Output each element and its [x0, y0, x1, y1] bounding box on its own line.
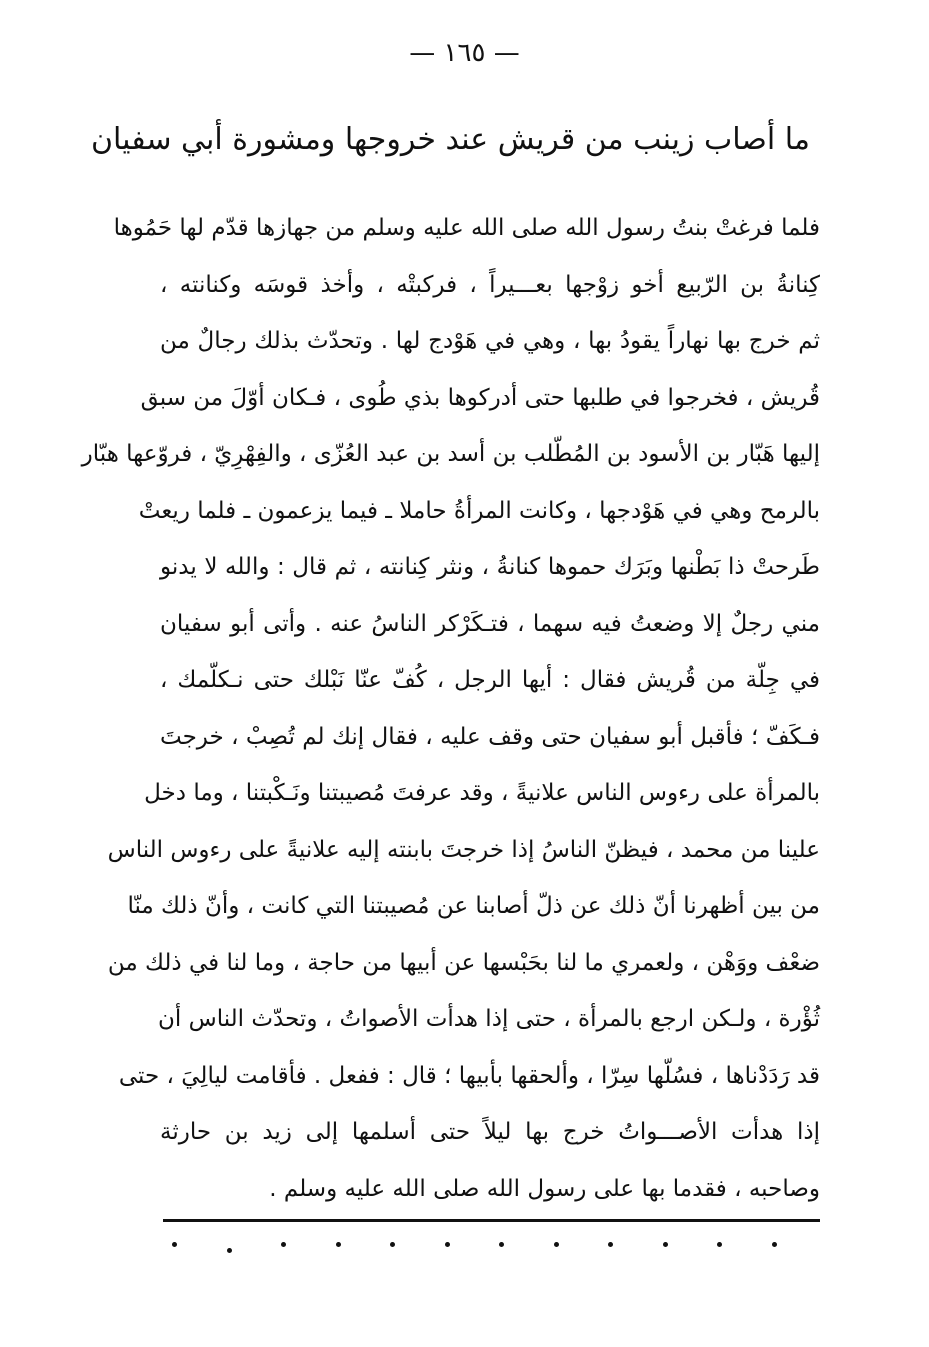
body-line: وصاحبه ، فقدما بها على رسول الله صلى الله عليه وسلم .: [269, 1175, 820, 1202]
body-line: طَرحتْ ذا بَطْنها وبَرَك حموها كنانةُ ، ونثر كِنانته ، ثم قال : والله لا يدنو: [160, 554, 820, 580]
body-line: في جِلّة من قُريش فقال : أيها الرجل ، كُفّ عنّا نَبْلك حتى نـكلّمك ،: [160, 667, 820, 693]
body-line: كِنانةُ بن الرّبيع أخو زوْجها بعـــيراً ، فركبتْه ، وأخذ قوسَه وكنانته ،: [160, 271, 820, 298]
body-line: فـكَفّ ؛ فأقبل أبو سفيان حتى وقف عليه ، فقال إنك لم تُصِبْ ، خرجتَ: [160, 723, 820, 750]
body-line: إليها هَبّار بن الأسود بن المُطّلب بن أسد بن عبد العُزّى ، والفِهْرِيّ ، فروّعها هبّار: [81, 441, 820, 467]
footer-dot: [554, 1242, 559, 1247]
body-line: ثم خرج بها نهاراً يقودُ بها ، وهي في هَوْدج لها . وتحدّث بذلك رجالٌ من: [160, 328, 820, 354]
footer-dot-row: [172, 1240, 792, 1254]
footer-dot: [663, 1242, 668, 1247]
footer-dot: [717, 1242, 722, 1247]
footer-dot: [172, 1242, 177, 1247]
page-number: — ١٦٥ —: [409, 38, 520, 68]
body-line: من بين أظهرنا أنّ ذلك عن ذلّ أصابنا عن مُصيبتنا التي كانت ، وأنّ ذلك منّا: [127, 893, 820, 919]
footer-dot: [608, 1242, 613, 1247]
footer-dot: [499, 1242, 504, 1247]
body-line: إذا هدأت الأصـــواتُ خرج بها ليلاً حتى أسلمها إلى زيد بن حارثة: [160, 1119, 820, 1145]
footer-dot: [445, 1242, 450, 1247]
body-text: [81, 205, 820, 1222]
body-line: بالرمح وهي في هَوْدجها ، وكانت المرأةُ حاملا ـ فيما يزعمون ـ فلما ريعتْ: [138, 497, 820, 524]
footer-dot: [390, 1242, 395, 1247]
body-line: فلما فرغتْ بنتُ رسول الله صلى الله عليه وسلم من جهازها قدّم لها حَمُوها: [113, 215, 820, 241]
footer-dot: [227, 1248, 232, 1253]
body-line: قد رَدَدْناها ، فسُلّها سِرّا ، وألحقها بأبيها ؛ قال : ففعل . فأقامت ليالِيَ ، حتى: [118, 1062, 820, 1089]
body-line: قُريش ، فخرجوا في طلبها حتى أدركوها بذي طُوى ، فـكان أوّلَ من سبق: [140, 384, 820, 411]
body-line: مني رجلٌ إلا وضعتُ فيه سهما ، فتـكَرْكر الناسُ عنه . وأتى أبو سفيان: [160, 610, 820, 637]
footer-dot: [281, 1242, 286, 1247]
body-line: ضعْف ووَهْن ، ولعمري ما لنا بحَبْسها عن أبيها من حاجة ، وما لنا في ذلك من: [107, 949, 820, 976]
footer-dot: [336, 1242, 341, 1247]
chapter-title: ما أصاب زينب من قريش عند خروجها ومشورة أبي سفيان: [90, 122, 810, 157]
footer-dot: [772, 1242, 777, 1247]
body-line: علينا من محمد ، فيظنّ الناسُ إذا خرجتَ بابنته إليه علانيةً على رءوس الناس: [107, 836, 820, 863]
body-line: بالمرأة على رءوس الناس علانيةً ، وقد عرفتَ مُصيبتنا ونَـكْبتنا ، وما دخل: [144, 780, 820, 806]
footer-rule: [163, 1219, 820, 1222]
body-line: ثُؤْرة ، ولـكن ارجع بالمرأة ، حتى إذا هدأت الأصواتُ ، وتحدّث الناس أن: [158, 1006, 820, 1032]
